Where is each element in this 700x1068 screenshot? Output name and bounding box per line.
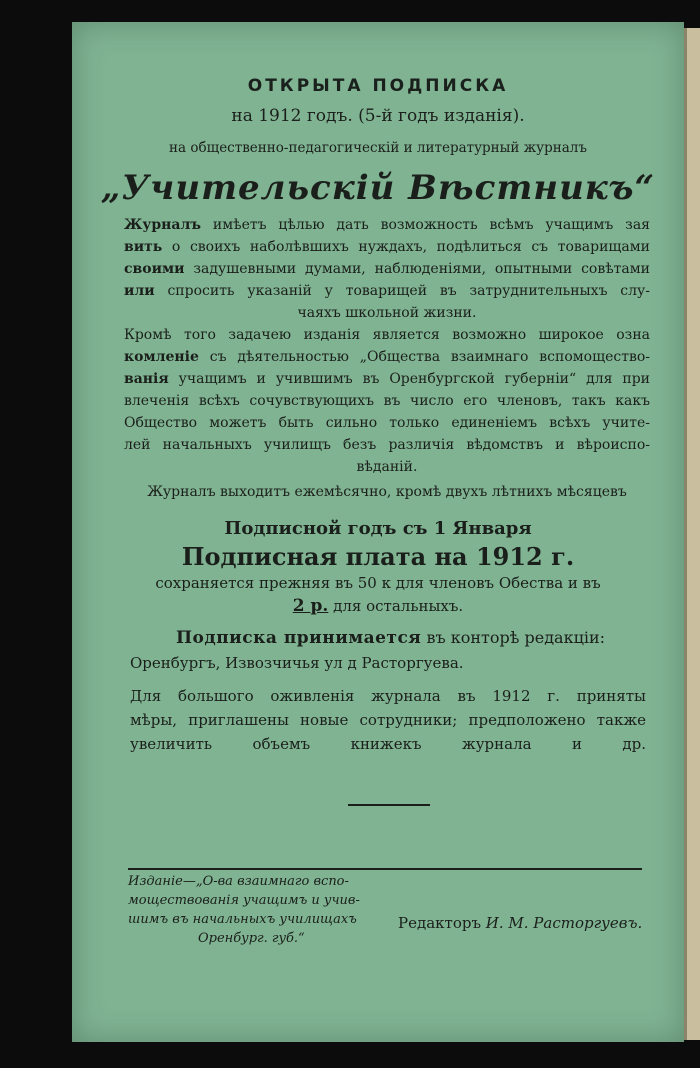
- fee-others: 2 р. для остальныхъ.: [292, 596, 464, 616]
- subscription-year: Подписной годъ съ 1 Января: [224, 518, 532, 539]
- publisher-imprint: Изданіе—„О-ва взаимнаго вспо- моществованія учащимъ и учив- шимъ въ начальныхъ училищахъ Оренбург. губ.“: [128, 874, 360, 946]
- subscription-accepted: Подписка принимается въ конторѣ редакціи:: [176, 628, 606, 648]
- journal-title: „Учительскій Вѣстникъ“: [100, 168, 656, 208]
- text-line: лей начальныхъ училищъ безъ различія вѣдомствъ и вѣроиспо-: [124, 437, 650, 453]
- paragraph-purpose: [124, 214, 650, 324]
- text-line: вить о своихъ наболѣвшихъ нуждахъ, подѣлиться съ товарищами: [124, 239, 650, 255]
- year-of-publication: на 1912 годъ. (5-й годъ изданія).: [231, 106, 525, 126]
- fee-members: сохраняется прежняя въ 50 к для членовъ Обества и въ: [155, 574, 601, 592]
- footer-divider: [128, 868, 642, 870]
- monthly-note: Журналъ выходитъ ежемѣсячно, кромѣ двухъ лѣтнихъ мѣсяцевъ: [147, 484, 627, 500]
- text-line: влеченія всѣхъ сочувствующихъ въ число его членовъ, такъ какъ: [124, 393, 650, 409]
- text-line: Журналъ имѣетъ цѣлью дать возможность всѣмъ учащимъ зая: [124, 217, 650, 233]
- paragraph-improvements: [130, 684, 646, 756]
- adjacent-page-edge: [684, 28, 700, 1040]
- text-line: комленіе съ дѣятельностью „Общества взаимнаго вспомоществo-: [124, 349, 650, 365]
- journal-description: на общественно-педагогическій и литературный журналъ: [169, 140, 587, 156]
- text-line: Для большого оживленія журнала въ 1912 г. приняты: [130, 687, 646, 705]
- text-line: мѣры, приглашены новые сотрудники; предположено также: [130, 711, 646, 729]
- leaflet-page: [72, 22, 684, 1042]
- price-value: 2 р.: [292, 596, 329, 616]
- short-divider: [348, 804, 430, 806]
- text-line: чаяхъ школьной жизни.: [297, 305, 477, 321]
- subscription-heading: ОТКРЫТА ПОДПИСКА: [247, 76, 509, 96]
- text-line: своими задушевными думами, наблюденіями, опытными совѣтами: [124, 261, 650, 277]
- text-line: ванія учащимъ и учившимъ въ Оренбургской губерніи“ для при: [124, 371, 650, 387]
- text-line: Общество можетъ быть сильно только единеніемъ всѣхъ учите-: [124, 415, 650, 431]
- text-line: вѣданій.: [356, 459, 418, 475]
- editor-credit: Редакторъ И. М. Расторгуевъ.: [398, 914, 643, 932]
- fee-heading: Подписная плата на 1912 г.: [181, 542, 575, 571]
- paragraph-society: [124, 324, 650, 478]
- text-line: Кромѣ того задачею изданія является возможно широкое озна: [124, 327, 650, 343]
- text-line: увеличить объемъ книжекъ журнала и др.: [130, 735, 646, 753]
- office-address: Оренбургъ, Извозчичья ул д Расторгуева.: [130, 654, 464, 672]
- text-line: или спросить указаній у товарищей въ затруднительныхъ слу-: [124, 283, 650, 299]
